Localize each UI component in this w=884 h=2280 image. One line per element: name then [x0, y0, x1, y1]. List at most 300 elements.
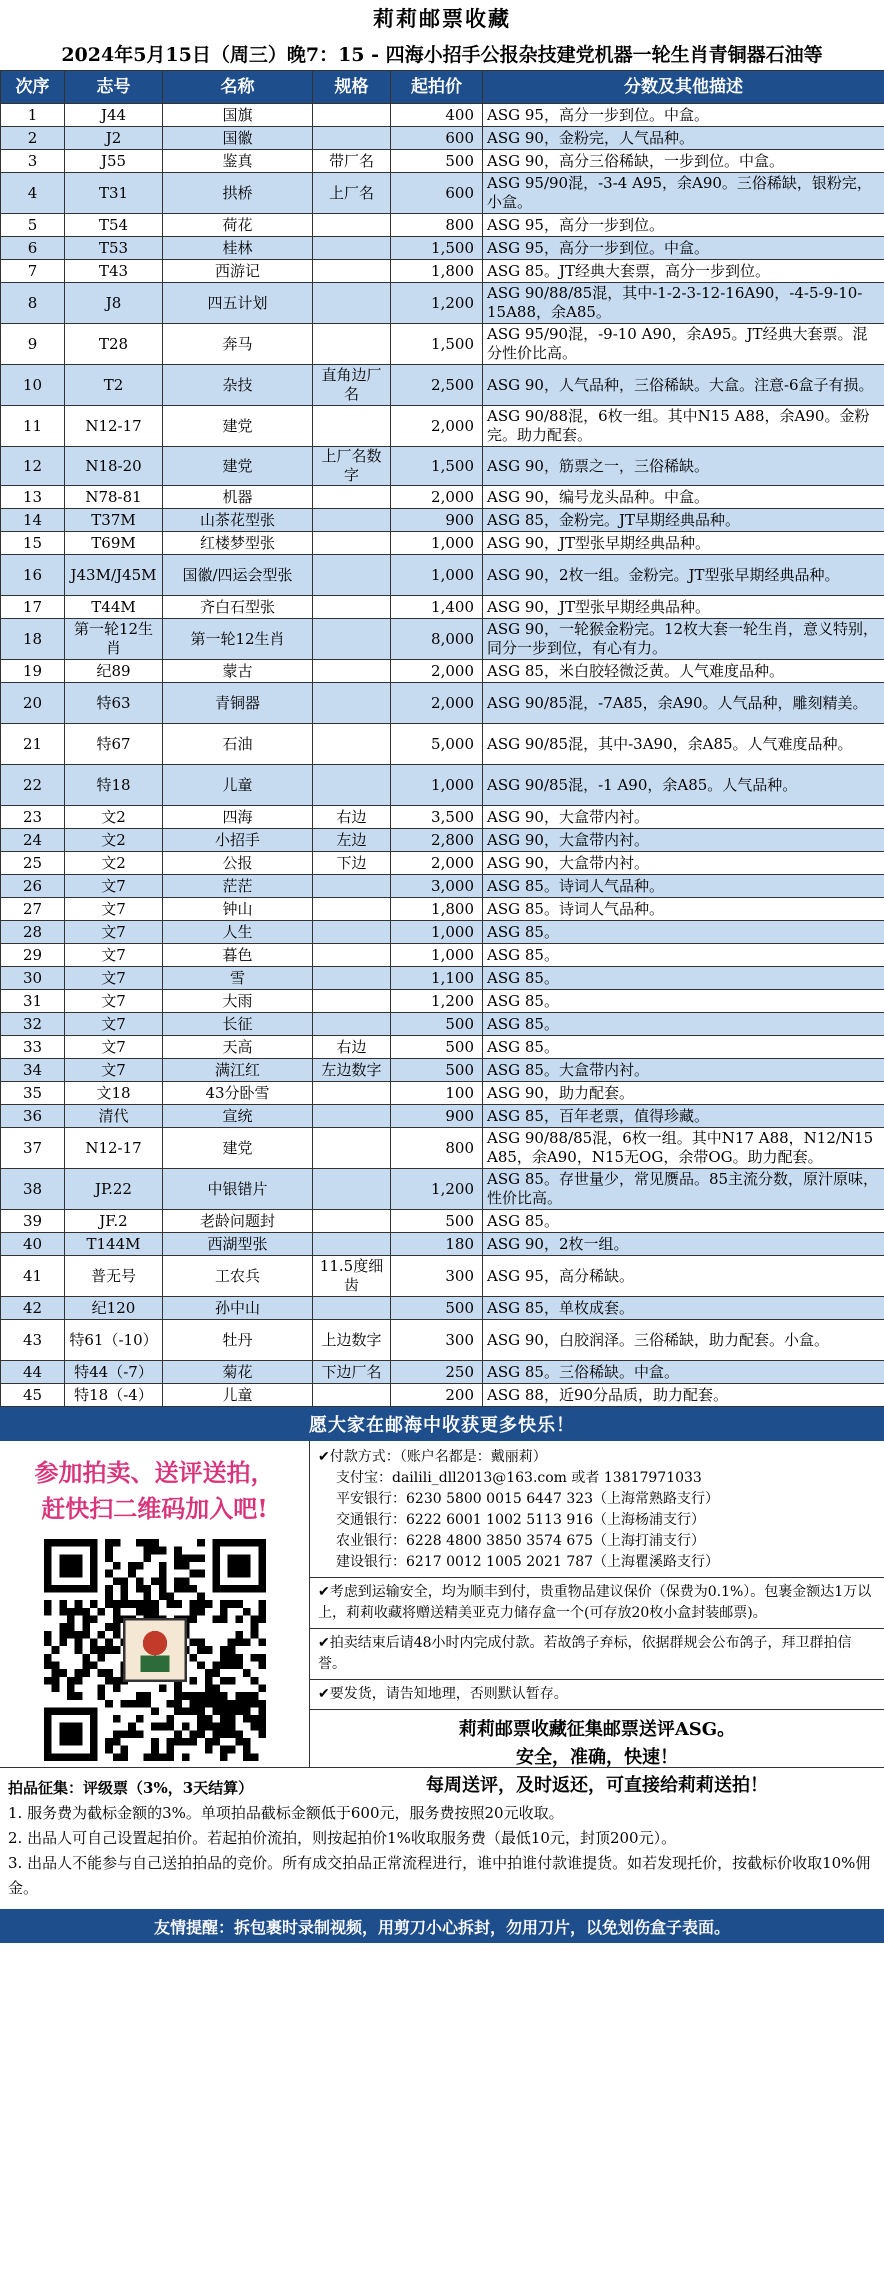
- lot-number: 9: [1, 324, 65, 365]
- wish-banner: 愿大家在邮海中收获更多快乐！: [0, 1407, 884, 1441]
- starting-price: 5,000: [391, 724, 483, 765]
- lot-number: 41: [1, 1256, 65, 1297]
- table-row: [1, 619, 884, 660]
- lot-description: ASG 95/90混，-9-10 A90，余A95。JT经典大套票。混分性价比高。: [483, 324, 884, 365]
- stamp-spec: [313, 104, 391, 127]
- stamp-spec: [313, 260, 391, 283]
- starting-price: 600: [391, 127, 483, 150]
- table-row: [1, 214, 884, 237]
- lot-number: 24: [1, 829, 65, 852]
- stamp-name: 拱桥: [163, 173, 313, 214]
- stamp-code: 文2: [65, 829, 163, 852]
- table-row: [1, 1169, 884, 1210]
- stamp-spec: [313, 875, 391, 898]
- starting-price: 1,000: [391, 532, 483, 555]
- stamp-code: 纪120: [65, 1297, 163, 1320]
- lot-description: ASG 90/88/85混，其中-1-2-3-12-16A90，-4-5-9-10-15A88，余A85。: [483, 283, 884, 324]
- lot-number: 44: [1, 1361, 65, 1384]
- stamp-name: 茫茫: [163, 875, 313, 898]
- stamp-name: 山茶花型张: [163, 509, 313, 532]
- lot-number: 19: [1, 660, 65, 683]
- starting-price: 1,100: [391, 967, 483, 990]
- stamp-spec: 直角边厂名: [313, 365, 391, 406]
- stamp-name: 蒙古: [163, 660, 313, 683]
- table-row: [1, 967, 884, 990]
- stamp-code: 文7: [65, 944, 163, 967]
- stamp-code: T144M: [65, 1233, 163, 1256]
- lot-description: ASG 85。: [483, 967, 884, 990]
- stamp-code: J55: [65, 150, 163, 173]
- table-row: [1, 104, 884, 127]
- stamp-spec: [313, 596, 391, 619]
- stamp-spec: [313, 555, 391, 596]
- stamp-name: 小招手: [163, 829, 313, 852]
- stamp-spec: 左边: [313, 829, 391, 852]
- stamp-code: 文7: [65, 898, 163, 921]
- table-row: [1, 127, 884, 150]
- table-row: [1, 596, 884, 619]
- table-row: [1, 944, 884, 967]
- stamp-name: 工农兵: [163, 1256, 313, 1297]
- table-row: [1, 1059, 884, 1082]
- lot-number: 23: [1, 806, 65, 829]
- stamp-name: 西湖型张: [163, 1233, 313, 1256]
- page-title: 莉莉邮票收藏: [373, 6, 511, 31]
- shipping-note: ✔考虑到运输安全，均为顺丰到付，贵重物品建议保价（保费为0.1%）。包裹金额达1万以上，莉莉收藏将赠送精美亚克力储存盒一个(可存放20枚小盒封装邮票)。: [310, 1577, 884, 1628]
- stamp-spec: [313, 406, 391, 447]
- stamp-spec: [313, 944, 391, 967]
- stamp-spec: [313, 1128, 391, 1169]
- stamp-spec: [313, 724, 391, 765]
- stamp-spec: [313, 324, 391, 365]
- lot-description: ASG 85。诗词人气品种。: [483, 875, 884, 898]
- stamp-name: 建党: [163, 447, 313, 486]
- stamp-spec: [313, 1082, 391, 1105]
- starting-price: 800: [391, 214, 483, 237]
- lot-number: 31: [1, 990, 65, 1013]
- stamp-code: JP.22: [65, 1169, 163, 1210]
- stamp-spec: 11.5度细齿: [313, 1256, 391, 1297]
- lot-description: ASG 95，高分一步到位。中盒。: [483, 104, 884, 127]
- starting-price: 2,000: [391, 486, 483, 509]
- starting-price: 100: [391, 1082, 483, 1105]
- table-row: [1, 532, 884, 555]
- stamp-name: 菊花: [163, 1361, 313, 1384]
- table-row: [1, 921, 884, 944]
- lot-number: 40: [1, 1233, 65, 1256]
- stamp-code: 特61（-10）: [65, 1320, 163, 1361]
- lot-number: 11: [1, 406, 65, 447]
- lot-number: 10: [1, 365, 65, 406]
- lot-description: ASG 90，大盒带内衬。: [483, 852, 884, 875]
- table-row: [1, 724, 884, 765]
- stamp-name: 天高: [163, 1036, 313, 1059]
- stamp-code: T43: [65, 260, 163, 283]
- stamp-spec: [313, 486, 391, 509]
- lot-description: ASG 85，米白胶轻微泛黄。人气难度品种。: [483, 660, 884, 683]
- stamp-code: T2: [65, 365, 163, 406]
- lot-description: ASG 88，近90分品质，助力配套。: [483, 1384, 884, 1407]
- table-row: [1, 1361, 884, 1384]
- stamp-code: 文7: [65, 1059, 163, 1082]
- stamp-name: 荷花: [163, 214, 313, 237]
- col-header-desc: 分数及其他描述: [483, 71, 884, 104]
- stamp-code: T31: [65, 173, 163, 214]
- stamp-code: J43M/J45M: [65, 555, 163, 596]
- col-header-code: 志号: [65, 71, 163, 104]
- stamp-name: 公报: [163, 852, 313, 875]
- lot-description: ASG 90，JT型张早期经典品种。: [483, 596, 884, 619]
- stamp-spec: 左边数字: [313, 1059, 391, 1082]
- lot-description: ASG 90，2枚一组。金粉完。JT型张早期经典品种。: [483, 555, 884, 596]
- lot-description: ASG 95/90混，-3-4 A95，余A90。三俗稀缺，银粉完，小盒。: [483, 173, 884, 214]
- stamp-spec: [313, 127, 391, 150]
- table-row: [1, 852, 884, 875]
- lot-description: ASG 85。存世量少，常见赝品。85主流分数，原汁原味，性价比高。: [483, 1169, 884, 1210]
- rule-item: 3. 出品人不能参与自己送拍拍品的竞价。所有成交拍品正常流程进行，谁中拍谁付款谁提货。如若发现托价，按截标价收取10%佣金。: [8, 1854, 871, 1897]
- table-row: [1, 173, 884, 214]
- lot-description: ASG 90/85混，-7A85，余A90。人气品种，雕刻精美。: [483, 683, 884, 724]
- lot-number: 25: [1, 852, 65, 875]
- table-row: [1, 447, 884, 486]
- stamp-spec: [313, 619, 391, 660]
- starting-price: 400: [391, 104, 483, 127]
- footer-reminder: 友情提醒：拆包裹时录制视频，用剪刀小心拆封，勿用刀片，以免划伤盒子表面。: [0, 1909, 884, 1943]
- stamp-code: 特18: [65, 765, 163, 806]
- stamp-name: 儿童: [163, 1384, 313, 1407]
- lot-description: ASG 90，编号龙头品种。中盒。: [483, 486, 884, 509]
- stamp-spec: [313, 1105, 391, 1128]
- lot-number: 4: [1, 173, 65, 214]
- stamp-name: 人生: [163, 921, 313, 944]
- lot-description: ASG 90/85混，其中-3A90，余A85。人气难度品种。: [483, 724, 884, 765]
- stamp-code: 文7: [65, 1036, 163, 1059]
- stamp-name: 石油: [163, 724, 313, 765]
- stamp-code: 文7: [65, 921, 163, 944]
- table-row: [1, 150, 884, 173]
- stamp-spec: [313, 660, 391, 683]
- stamp-name: 中银错片: [163, 1169, 313, 1210]
- stamp-name: 国徽/四运会型张: [163, 555, 313, 596]
- bank-account: 农业银行：6228 4800 3850 3574 675（上海打浦支行）: [336, 1533, 706, 1549]
- stamp-code: T28: [65, 324, 163, 365]
- rule-item: 1. 服务费为截标金额的3%。单项拍品截标金额低于600元，服务费按照20元收取。: [8, 1804, 564, 1822]
- starting-price: 8,000: [391, 619, 483, 660]
- lot-description: ASG 90，2枚一组。: [483, 1233, 884, 1256]
- starting-price: 1,800: [391, 260, 483, 283]
- table-row: [1, 509, 884, 532]
- stamp-spec: 下边厂名: [313, 1361, 391, 1384]
- lot-description: ASG 85。: [483, 944, 884, 967]
- lot-description: ASG 90，高分三俗稀缺，一步到位。中盒。: [483, 150, 884, 173]
- table-row: [1, 990, 884, 1013]
- table-row: [1, 765, 884, 806]
- lot-description: ASG 85。: [483, 1210, 884, 1233]
- table-row: [1, 260, 884, 283]
- stamp-name: 机器: [163, 486, 313, 509]
- lot-number: 20: [1, 683, 65, 724]
- lot-description: ASG 85。: [483, 1013, 884, 1036]
- stamp-name: 牡丹: [163, 1320, 313, 1361]
- table-row: [1, 1233, 884, 1256]
- starting-price: 1,500: [391, 324, 483, 365]
- starting-price: 2,000: [391, 683, 483, 724]
- starting-price: 2,000: [391, 660, 483, 683]
- stamp-name: 雪: [163, 967, 313, 990]
- lot-number: 28: [1, 921, 65, 944]
- starting-price: 800: [391, 1128, 483, 1169]
- lot-number: 3: [1, 150, 65, 173]
- stamp-code: 普无号: [65, 1256, 163, 1297]
- table-row: [1, 324, 884, 365]
- lots-body: [1, 104, 884, 1407]
- lot-description: ASG 95，高分一步到位。中盒。: [483, 237, 884, 260]
- stamp-name: 奔马: [163, 324, 313, 365]
- stamp-code: 纪89: [65, 660, 163, 683]
- lot-description: ASG 90，助力配套。: [483, 1082, 884, 1105]
- stamp-spec: [313, 1233, 391, 1256]
- stamp-code: 第一轮12生肖: [65, 619, 163, 660]
- stamp-code: 文18: [65, 1082, 163, 1105]
- rule-item: 2. 出品人可自己设置起拍价。若起拍价流拍，则按起拍价1%收取服务费（最低10元，封顶200元）。: [8, 1829, 677, 1847]
- bank-account: 交通银行：6222 6001 1002 5113 916（上海杨浦支行）: [336, 1512, 706, 1528]
- grading-service-box: [310, 1709, 884, 1806]
- lot-description: ASG 90，大盒带内衬。: [483, 829, 884, 852]
- stamp-name: 青铜器: [163, 683, 313, 724]
- stamp-code: 特18（-4）: [65, 1384, 163, 1407]
- payment-deadline-note: ✔拍卖结束后请48小时内完成付款。若故鸽子弃标，依据群规会公布鸽子，拜卫群拍信誉。: [310, 1628, 884, 1679]
- lot-number: 18: [1, 619, 65, 660]
- payment-methods: [310, 1441, 884, 1577]
- lot-description: ASG 85。大盒带内衬。: [483, 1059, 884, 1082]
- col-header-name: 名称: [163, 71, 313, 104]
- starting-price: 500: [391, 150, 483, 173]
- starting-price: 1,200: [391, 283, 483, 324]
- stamp-code: 文7: [65, 990, 163, 1013]
- stamp-name: 儿童: [163, 765, 313, 806]
- promo-panel: [0, 1441, 310, 1767]
- stamp-code: 特63: [65, 683, 163, 724]
- table-row: [1, 1384, 884, 1407]
- payment-panel: [310, 1441, 884, 1796]
- stamp-spec: [313, 283, 391, 324]
- stamp-spec: [313, 532, 391, 555]
- stamp-spec: [313, 898, 391, 921]
- starting-price: 900: [391, 509, 483, 532]
- stamp-spec: [313, 1210, 391, 1233]
- stamp-name: 四五计划: [163, 283, 313, 324]
- stamp-code: T54: [65, 214, 163, 237]
- lot-description: ASG 85。诗词人气品种。: [483, 898, 884, 921]
- lot-number: 38: [1, 1169, 65, 1210]
- stamp-code: T44M: [65, 596, 163, 619]
- lot-number: 32: [1, 1013, 65, 1036]
- stamp-name: 国旗: [163, 104, 313, 127]
- stamp-spec: 上边数字: [313, 1320, 391, 1361]
- stamp-spec: 右边: [313, 1036, 391, 1059]
- stamp-spec: [313, 1169, 391, 1210]
- stamp-spec: 上厂名: [313, 173, 391, 214]
- stamp-name: 大雨: [163, 990, 313, 1013]
- table-row: [1, 829, 884, 852]
- lot-number: 16: [1, 555, 65, 596]
- stamp-code: 文7: [65, 875, 163, 898]
- starting-price: 2,500: [391, 365, 483, 406]
- stamp-name: 暮色: [163, 944, 313, 967]
- lot-description: ASG 90，金粉完，人气品种。: [483, 127, 884, 150]
- lot-description: ASG 90，人气品种，三俗稀缺。大盒。注意-6盒子有损。: [483, 365, 884, 406]
- stamp-code: J8: [65, 283, 163, 324]
- stamp-name: 西游记: [163, 260, 313, 283]
- lot-number: 36: [1, 1105, 65, 1128]
- lot-number: 35: [1, 1082, 65, 1105]
- starting-price: 1,200: [391, 990, 483, 1013]
- stamp-code: J2: [65, 127, 163, 150]
- stamp-spec: [313, 1013, 391, 1036]
- table-row: [1, 1128, 884, 1169]
- lot-number: 30: [1, 967, 65, 990]
- lot-number: 45: [1, 1384, 65, 1407]
- table-row: [1, 1297, 884, 1320]
- stamp-spec: 下边: [313, 852, 391, 875]
- stamp-name: 四海: [163, 806, 313, 829]
- promo-line-1: 参加拍卖、送评送拍，: [34, 1458, 275, 1487]
- table-row: [1, 660, 884, 683]
- lot-description: ASG 95，高分一步到位。: [483, 214, 884, 237]
- lot-number: 5: [1, 214, 65, 237]
- table-row: [1, 683, 884, 724]
- lot-number: 7: [1, 260, 65, 283]
- table-row: [1, 1036, 884, 1059]
- stamp-spec: [313, 509, 391, 532]
- starting-price: 1,200: [391, 1169, 483, 1210]
- promo-line-2: 赶快扫二维码加入吧!: [41, 1494, 268, 1523]
- stamp-code: 文7: [65, 1013, 163, 1036]
- stamp-name: 钟山: [163, 898, 313, 921]
- stamp-code: 文7: [65, 967, 163, 990]
- grading-line-3: 每周送评，及时返还，可直接给莉莉送拍！: [426, 1775, 768, 1796]
- stamp-name: 鉴真: [163, 150, 313, 173]
- lot-number: 14: [1, 509, 65, 532]
- table-row: [1, 486, 884, 509]
- lot-description: ASG 90，筋票之一，三俗稀缺。: [483, 447, 884, 486]
- starting-price: 300: [391, 1320, 483, 1361]
- lot-description: ASG 85。JT经典大套票，高分一步到位。: [483, 260, 884, 283]
- bank-account: 平安银行：6230 5800 0015 6447 323（上海常熟路支行）: [336, 1491, 720, 1507]
- starting-price: 3,000: [391, 875, 483, 898]
- col-header-spec: 规格: [313, 71, 391, 104]
- lot-number: 29: [1, 944, 65, 967]
- table-row: [1, 555, 884, 596]
- qr-code-icon[interactable]: [44, 1539, 266, 1761]
- lot-description: ASG 85，单枚成套。: [483, 1297, 884, 1320]
- lot-number: 17: [1, 596, 65, 619]
- stamp-code: 清代: [65, 1105, 163, 1128]
- rules-heading: 拍品征集：评级票（3%，3天结算）: [8, 1779, 254, 1797]
- stamp-spec: 右边: [313, 806, 391, 829]
- stamp-code: 文2: [65, 806, 163, 829]
- stamp-name: 宣统: [163, 1105, 313, 1128]
- starting-price: 300: [391, 1256, 483, 1297]
- stamp-spec: [313, 921, 391, 944]
- col-header-price: 起拍价: [391, 71, 483, 104]
- stamp-name: 齐白石型张: [163, 596, 313, 619]
- table-row: [1, 237, 884, 260]
- stamp-spec: 带厂名: [313, 150, 391, 173]
- stamp-code: T53: [65, 237, 163, 260]
- lot-description: ASG 90，JT型张早期经典品种。: [483, 532, 884, 555]
- stamp-spec: [313, 990, 391, 1013]
- starting-price: 2,000: [391, 852, 483, 875]
- stamp-name: 老龄问题封: [163, 1210, 313, 1233]
- lot-description: ASG 90，大盒带内衬。: [483, 806, 884, 829]
- lot-description: ASG 95，高分稀缺。: [483, 1256, 884, 1297]
- lot-number: 22: [1, 765, 65, 806]
- lot-description: ASG 85，百年老票，值得珍藏。: [483, 1105, 884, 1128]
- lot-number: 26: [1, 875, 65, 898]
- lot-number: 15: [1, 532, 65, 555]
- lots-table: [0, 70, 884, 1407]
- lot-description: ASG 85。: [483, 990, 884, 1013]
- starting-price: 3,500: [391, 806, 483, 829]
- lot-number: 39: [1, 1210, 65, 1233]
- stamp-code: N12-17: [65, 1128, 163, 1169]
- stamp-spec: [313, 967, 391, 990]
- lot-number: 12: [1, 447, 65, 486]
- starting-price: 2,800: [391, 829, 483, 852]
- stamp-code: N18-20: [65, 447, 163, 486]
- stamp-name: 43分卧雪: [163, 1082, 313, 1105]
- starting-price: 600: [391, 173, 483, 214]
- table-row: [1, 283, 884, 324]
- starting-price: 1,000: [391, 555, 483, 596]
- lot-description: ASG 85。三俗稀缺。中盒。: [483, 1361, 884, 1384]
- table-row: [1, 1082, 884, 1105]
- starting-price: 1,800: [391, 898, 483, 921]
- stamp-spec: [313, 237, 391, 260]
- col-header-number: 次序: [1, 71, 65, 104]
- table-row: [1, 1105, 884, 1128]
- table-row: [1, 1320, 884, 1361]
- starting-price: 1,000: [391, 921, 483, 944]
- stamp-code: T69M: [65, 532, 163, 555]
- lot-number: 37: [1, 1128, 65, 1169]
- page-subtitle: 2024年5月15日（周三）晚7：15 - 四海小招手公报杂技建党机器一轮生肖青铜器石油等: [61, 43, 823, 66]
- starting-price: 500: [391, 1210, 483, 1233]
- starting-price: 500: [391, 1036, 483, 1059]
- table-row: [1, 806, 884, 829]
- stamp-name: 长征: [163, 1013, 313, 1036]
- lot-number: 43: [1, 1320, 65, 1361]
- grading-line-1: 莉莉邮票收藏征集邮票送评ASG。: [458, 1719, 736, 1740]
- lot-description: ASG 90，白胶润泽。三俗稀缺，助力配套。小盒。: [483, 1320, 884, 1361]
- stamp-spec: [313, 1297, 391, 1320]
- table-row: [1, 365, 884, 406]
- stamp-code: T37M: [65, 509, 163, 532]
- table-row: [1, 406, 884, 447]
- lot-number: 13: [1, 486, 65, 509]
- stamp-code: JF.2: [65, 1210, 163, 1233]
- lot-description: ASG 90/88混，6枚一组。其中N15 A88，余A90。金粉完。助力配套。: [483, 406, 884, 447]
- lot-number: 42: [1, 1297, 65, 1320]
- stamp-code: N78-81: [65, 486, 163, 509]
- starting-price: 180: [391, 1233, 483, 1256]
- stamp-spec: [313, 765, 391, 806]
- payment-heading: ✔付款方式：（账户名都是：戴丽莉）: [318, 1449, 547, 1465]
- starting-price: 2,000: [391, 406, 483, 447]
- stamp-name: 桂林: [163, 237, 313, 260]
- stamp-spec: [313, 683, 391, 724]
